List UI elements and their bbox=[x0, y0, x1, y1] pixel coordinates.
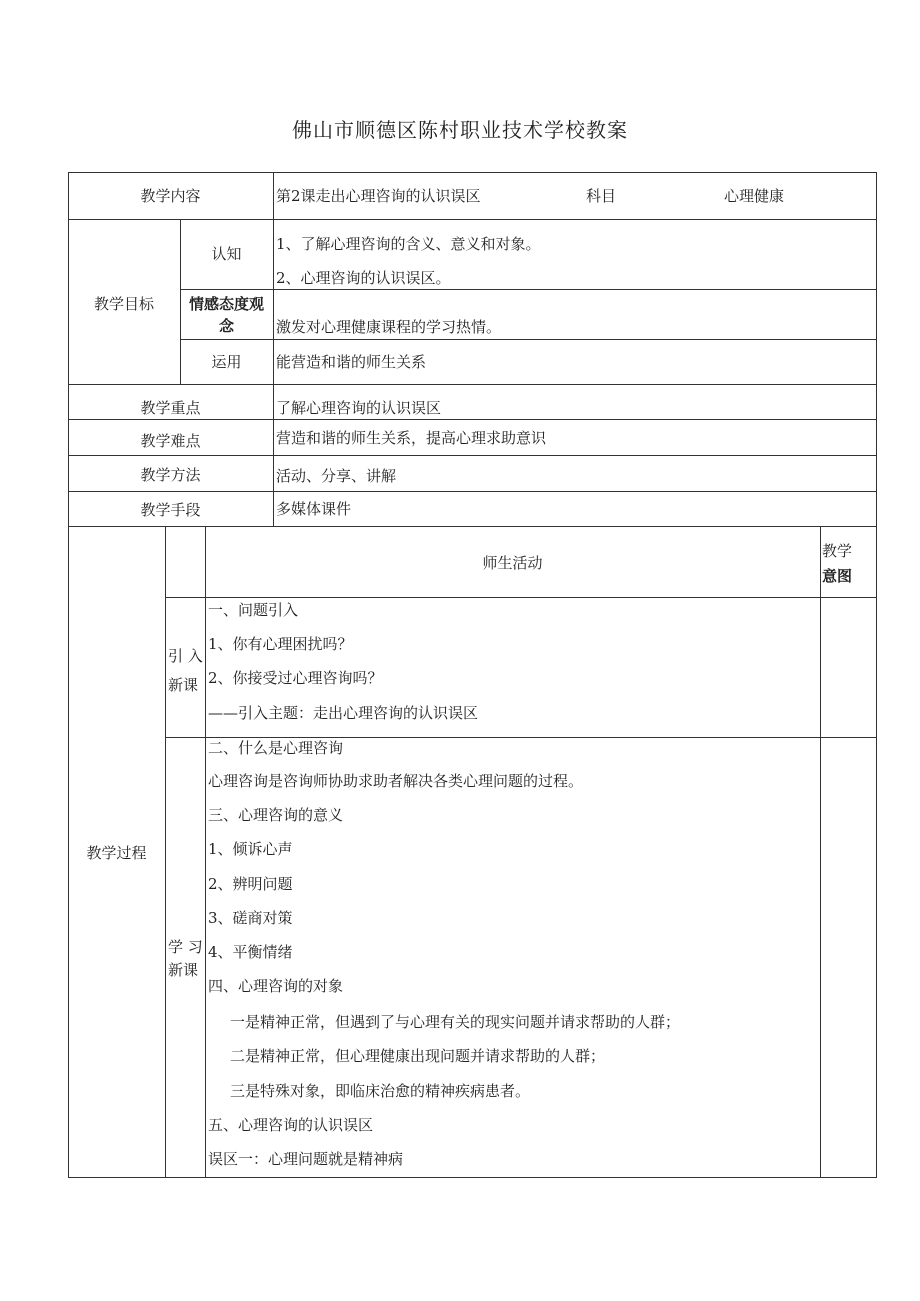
border-left bbox=[68, 172, 69, 1178]
border-top bbox=[68, 172, 877, 173]
study-line: 2、辨明问题 bbox=[208, 875, 293, 893]
border-v bbox=[205, 526, 206, 1178]
difficulty-text: 营造和谐的师生关系，提高心理求助意识 bbox=[276, 429, 547, 447]
study-line: 1、倾诉心声 bbox=[208, 840, 293, 858]
intro-line: 2、你接受过心理咨询吗？ bbox=[208, 669, 383, 687]
study-line: 3、磋商对策 bbox=[208, 909, 293, 927]
focus-label: 教学重点 bbox=[140, 399, 201, 417]
method-label: 教学方法 bbox=[140, 466, 201, 484]
study-line: 三是特殊对象，即临床治愈的精神疾病患者。 bbox=[230, 1082, 531, 1100]
border-h bbox=[165, 597, 877, 598]
emotion-text: 激发对心理健康课程的学习热情。 bbox=[276, 318, 502, 336]
difficulty-label: 教学难点 bbox=[140, 432, 201, 450]
application-text: 能营造和谐的师生关系 bbox=[276, 353, 427, 371]
method-text: 活动、分享、讲解 bbox=[276, 467, 397, 485]
subject-label: 科目 bbox=[586, 187, 617, 205]
intro-line: 一、问题引入 bbox=[208, 601, 299, 619]
study-line: 四、心理咨询的对象 bbox=[208, 977, 344, 995]
border-v bbox=[273, 172, 274, 527]
objectives-label: 教学目标 bbox=[93, 295, 154, 313]
process-label: 教学过程 bbox=[86, 844, 147, 862]
border-h bbox=[68, 455, 877, 456]
means-text: 多媒体课件 bbox=[276, 500, 352, 518]
border-h bbox=[68, 526, 877, 527]
study-label-line-2: 新课 bbox=[168, 961, 199, 979]
border-v bbox=[165, 526, 166, 1178]
border-right bbox=[876, 172, 877, 1178]
study-line: 三、心理咨询的意义 bbox=[208, 806, 344, 824]
border-bottom bbox=[68, 1177, 877, 1178]
intent-header-line-2: 意图 bbox=[822, 567, 853, 585]
border-h bbox=[68, 219, 877, 220]
means-label: 教学手段 bbox=[140, 501, 201, 519]
intent-header-line-1: 教学 bbox=[822, 542, 853, 560]
study-label-line-1: 学 习 bbox=[168, 938, 203, 956]
page-title: 佛山市顺德区陈村职业技术学校教案 bbox=[292, 118, 628, 142]
border-v bbox=[820, 526, 821, 1178]
lesson-content-label: 教学内容 bbox=[140, 187, 201, 205]
intro-line: ——引入主题：走出心理咨询的认识误区 bbox=[208, 704, 479, 722]
cognition-label: 认知 bbox=[211, 245, 242, 263]
border-h bbox=[180, 289, 877, 290]
lesson-title: 第2课走出心理咨询的认识误区 bbox=[276, 187, 481, 205]
border-h bbox=[180, 339, 877, 340]
cognition-line-2: 2、心理咨询的认识误区。 bbox=[276, 269, 451, 287]
study-line: 五、心理咨询的认识误区 bbox=[208, 1116, 374, 1134]
activity-header: 师生活动 bbox=[482, 554, 543, 572]
intro-label-line-1: 引 入 bbox=[168, 647, 203, 665]
intro-line: 1、你有心理困扰吗？ bbox=[208, 635, 353, 653]
border-h bbox=[68, 384, 877, 385]
study-line: 误区一：心理问题就是精神病 bbox=[208, 1150, 404, 1168]
border-h bbox=[68, 419, 877, 420]
study-line: 4、平衡情绪 bbox=[208, 943, 293, 961]
subject-value: 心理健康 bbox=[724, 187, 785, 205]
emotion-label-line-1: 情感态度观 bbox=[188, 295, 264, 313]
focus-text: 了解心理咨询的认识误区 bbox=[276, 399, 442, 417]
cognition-line-1: 1、了解心理咨询的含义、意义和对象。 bbox=[276, 235, 541, 253]
intro-label-line-2: 新课 bbox=[168, 676, 199, 694]
application-label: 运用 bbox=[211, 353, 242, 371]
study-line: 心理咨询是咨询师协助求助者解决各类心理问题的过程。 bbox=[208, 772, 584, 790]
border-h bbox=[68, 491, 877, 492]
study-line: 一是精神正常，但遇到了与心理有关的现实问题并请求帮助的人群； bbox=[230, 1013, 681, 1031]
emotion-label-line-2: 念 bbox=[218, 317, 234, 335]
study-line: 二是精神正常，但心理健康出现问题并请求帮助的人群； bbox=[230, 1047, 606, 1065]
study-line: 二、什么是心理咨询 bbox=[208, 739, 344, 757]
